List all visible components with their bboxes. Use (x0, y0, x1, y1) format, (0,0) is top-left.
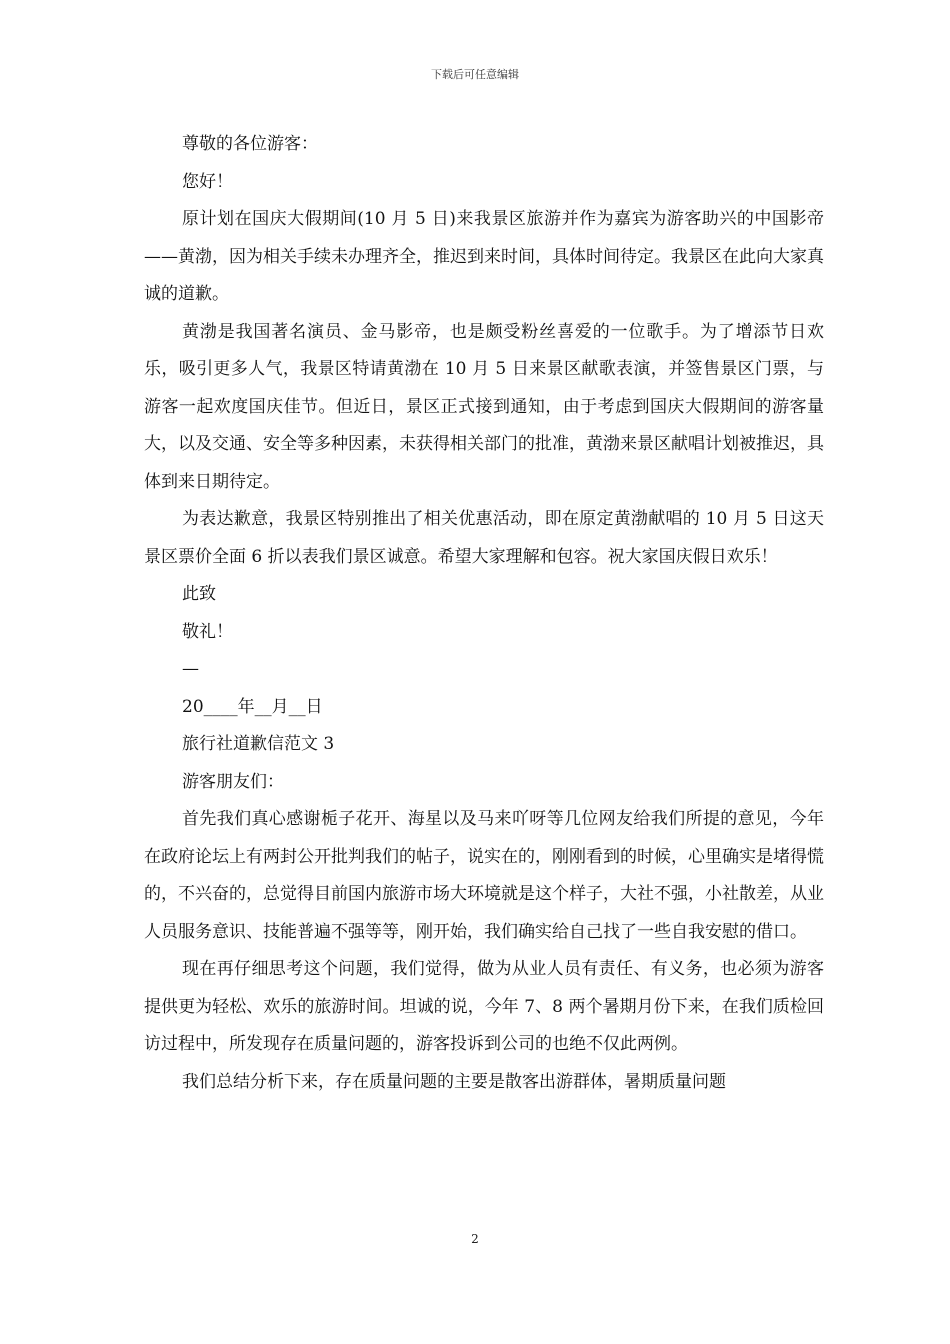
body-paragraph: 黄渤是我国著名演员、金马影帝，也是颇受粉丝喜爱的一位歌手。为了增添节日欢乐，吸引更多人气，我景区特请黄渤在 10 月 5 日来景区献歌表演，并签售景区门票，与游客一起欢度国庆佳节。但近日，景区正式接到通知，由于考虑到国庆大假期间的游客量大，以及交通、安全等多种因素，未获得相关部门的批准，黄渤来景区献唱计划被推迟，具体到来日期待定。 (144, 321, 824, 492)
page-number: 2 (471, 1232, 479, 1246)
body-paragraph: 现在再仔细思考这个问题，我们觉得，做为从业人员有责任、有义务，也必须为游客提供更为轻松、欢乐的旅游时间。坦诚的说，今年 7、8 两个暑期月份下来，在我们质检回访过程中，所发现存在质量问题的，游客投诉到公司的也绝不仅此两例。 (144, 959, 824, 1054)
section-title: 旅行社道歉信范文 3 (182, 734, 335, 754)
salutation: 游客朋友们： (182, 771, 284, 792)
salutation: 尊敬的各位游客： (182, 134, 318, 154)
body-paragraph: 我们总结分析下来，存在质量问题的主要是散客出游群体，暑期质量问题 (182, 1071, 726, 1092)
greeting: 您好！ (182, 171, 233, 192)
signature-line: — (182, 659, 199, 679)
closing-regards: 此致 (182, 584, 216, 604)
closing-salute: 敬礼！ (182, 621, 233, 642)
date-line: 20____年__月__日 (182, 696, 323, 717)
body-paragraph: 为表达歉意，我景区特别推出了相关优惠活动，即在原定黄渤献唱的 10 月 5 日这天景区票价全面 6 折以表我们景区诚意。希望大家理解和包容。祝大家国庆假日欢乐！ (144, 509, 824, 567)
body-paragraph: 首先我们真心感谢栀子花开、海星以及马来吖呀等几位网友给我们所提的意见，今年在政府论坛上有两封公开批判我们的帖子，说实在的，刚刚看到的时候，心里确实是堵得慌的，不兴奋的，总觉得目前国内旅游市场大环境就是这个样子，大社不强，小社散差，从业人员服务意识、技能普遍不强等等，刚开始，我们确实给自己找了一些自我安慰的借口。 (144, 809, 824, 942)
body-paragraph: 原计划在国庆大假期间(10 月 5 日)来我景区旅游并作为嘉宾为游客助兴的中国影帝——黄渤，因为相关手续未办理齐全，推迟到来时间，具体时间待定。我景区在此向大家真诚的道歉。 (144, 209, 824, 304)
document-body (144, 126, 824, 1101)
page-header: 下载后可任意编辑 (431, 68, 519, 81)
